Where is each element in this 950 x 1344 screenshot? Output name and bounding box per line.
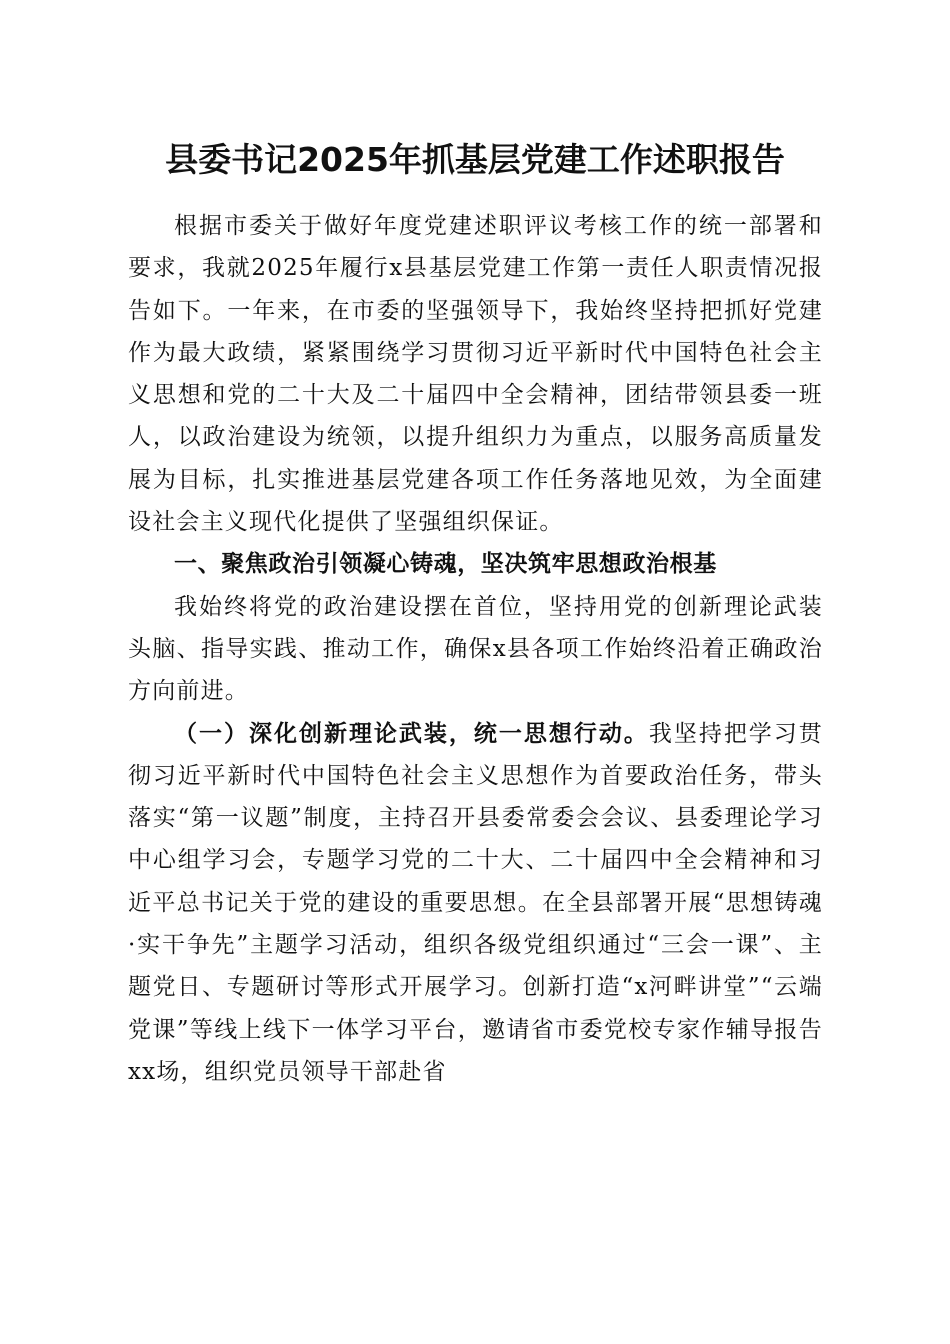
subsection-1-lead: （一）深化创新理论武装，统一思想行动。 <box>174 720 649 747</box>
intro-paragraph: 根据市委关于做好年度党建述职评议考核工作的统一部署和要求，我就2025年履行x县基层党建工作第一责任人职责情况报告如下。一年来，在市委的坚强领导下，我始终坚持把抓好党建作为最大政绩，紧紧围绕学习贯彻习近平新时代中国特色社会主义思想和党的二十大及二十届四中全会精神，团结带领县委一班人，以政治建设为统领，以提升组织力为重点，以服务高质量发展为目标，扎实推进基层党建各项工作任务落地见效，为全面建设社会主义现代化提供了坚强组织保证。 <box>128 213 823 536</box>
subsection-1-paragraph <box>128 713 823 1094</box>
section-1-paragraph: 我始终将党的政治建设摆在首位，坚持用党的创新理论武装头脑、指导实践、推动工作，确保x县各项工作始终沿着正确政治方向前进。 <box>128 593 823 705</box>
section-heading-1: 一、聚焦政治引领凝心铸魂，坚决筑牢思想政治根基 <box>174 551 717 578</box>
document-title: 县委书记2025年抓基层党建工作述职报告 <box>165 140 785 179</box>
document-body <box>128 205 823 1093</box>
subsection-1-text: 我坚持把学习贯彻习近平新时代中国特色社会主义思想作为首要政治任务，带头落实“第一议题”制度，主持召开县委常委会会议、县委理论学习中心组学习会，专题学习党的二十大、二十届四中全会精神和习近平总书记关于党的建设的重要思想。在全县部署开展“思想铸魂·实干争先”主题学习活动，组织各级党组织通过“三会一课”、主题党日、专题研讨等形式开展学习。创新打造“x河畔讲堂”“云端党课”等线上线下一体学习平台，邀请省市委党校专家作辅导报告xx场，组织党员领导干部赴省 <box>128 720 823 1085</box>
